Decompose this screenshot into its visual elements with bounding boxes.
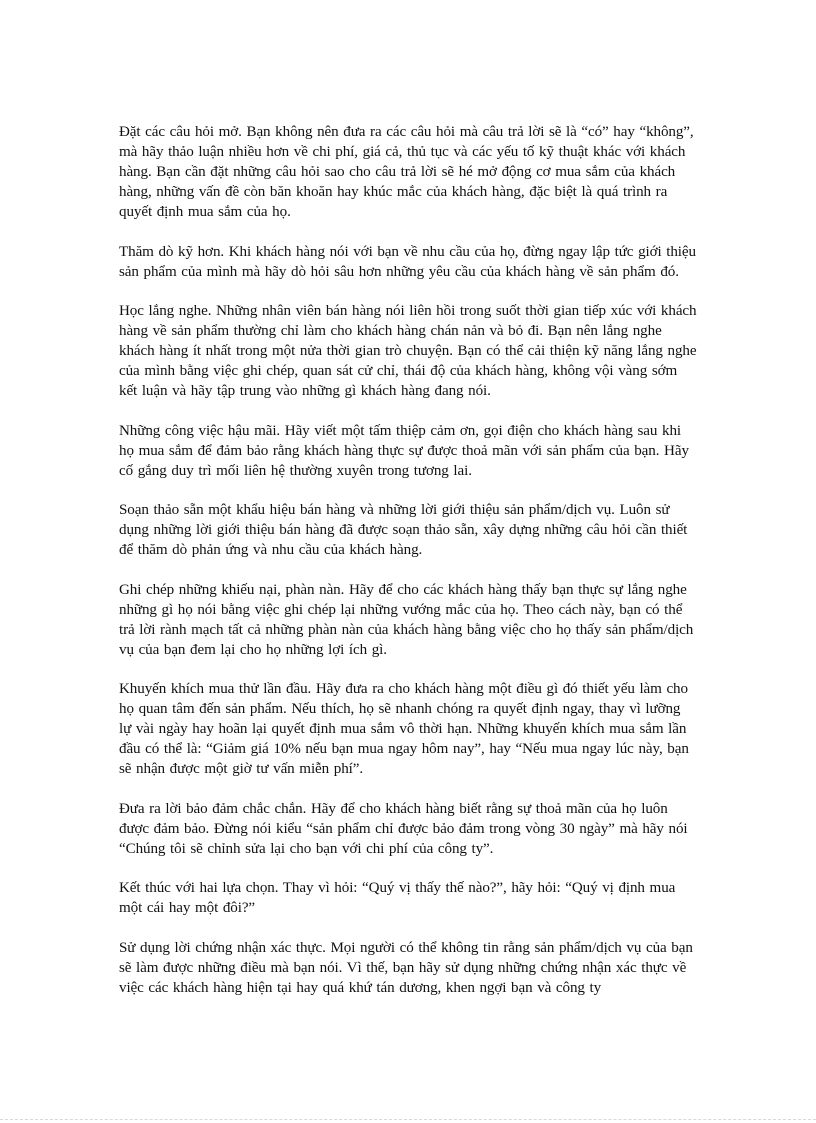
document-body (119, 122, 697, 1017)
paragraph-record-complaints: Ghi chép những khiếu nại, phàn nàn. Hãy để cho các khách hàng thấy bạn thực sự lắng nghe những gì họ nói bằng việc ghi chép lại những vướng mắc của họ. Theo cách này, bạn có thể trả lời rành mạch tất cả những phàn nàn của khách hàng bằng việc cho họ thấy sản phẩm/dịch vụ của bạn đem lại cho họ những lợi ích gì. (119, 581, 694, 658)
paragraph-two-choices: Kết thúc với hai lựa chọn. Thay vì hỏi: “Quý vị thấy thế nào?”, hãy hỏi: “Quý vị định mua một cái hay một đôi?” (119, 880, 676, 916)
paragraph-guarantee: Đưa ra lời bảo đảm chắc chắn. Hãy để cho khách hàng biết rằng sự thoả mãn của họ luôn được đảm bảo. Đừng nói kiểu “sản phẩm chỉ được bảo đảm trong vòng 30 ngày” mà hãy nói “Chúng tôi sẽ chỉnh sửa lại cho bạn với chi phí của công ty”. (119, 800, 688, 857)
page-bottom-divider (0, 1119, 816, 1120)
paragraph-after-sales: Những công việc hậu mãi. Hãy viết một tấm thiệp cảm ơn, gọi điện cho khách hàng sau khi họ mua sắm để đảm bảo rằng khách hàng thực sự được thoả mãn với sản phẩm của bạn. Hãy cố gắng duy trì mối liên hệ thường xuyên trong tương lai. (119, 422, 689, 479)
paragraph-sales-slogan: Soạn thảo sẵn một khẩu hiệu bán hàng và những lời giới thiệu sản phẩm/dịch vụ. Luôn sử dụng những lời giới thiệu bán hàng đã được soạn thảo sẵn, xây dựng những câu hỏi cần thiết để thăm dò phản ứng và nhu cầu của khách hàng. (119, 502, 688, 558)
paragraph-open-questions: Đặt các câu hỏi mở. Bạn không nên đưa ra các câu hỏi mà câu trả lời sẽ là “có” hay “không”, mà hãy thảo luận nhiều hơn về chi phí, giá cả, thủ tục và các yếu tố kỹ thuật khác với khách hàng. Bạn cần đặt những câu hỏi sao cho câu trả lời sẽ hé mở động cơ mua sắm của khách hàng, những vấn đề còn băn khoăn hay khúc mắc của khách hàng, đặc biệt là quá trình ra quyết định mua sắm của họ. (119, 124, 694, 220)
paragraph-probe-deeper: Thăm dò kỹ hơn. Khi khách hàng nói với bạn về nhu cầu của họ, đừng ngay lập tức giới thiệu sản phẩm của mình mà hãy dò hỏi sâu hơn những yêu cầu của khách hàng về sản phẩm đó. (119, 243, 696, 280)
paragraph-learn-listening: Học lắng nghe. Những nhân viên bán hàng nói liên hồi trong suốt thời gian tiếp xúc với khách hàng về sản phẩm thường chỉ làm cho khách hàng chán nản và bỏ đi. Bạn nên lắng nghe khách hàng ít nhất trong một nửa thời gian trò chuyện. Bạn có thể cải thiện kỹ năng lắng nghe của mình bằng việc ghi chép, quan sát cử chỉ, thái độ của khách hàng, không vội vàng sớm kết luận và hãy tập trung vào những gì khách hàng đang nói. (119, 303, 697, 399)
paragraph-testimonials: Sử dụng lời chứng nhận xác thực. Mọi người có thể không tin rằng sản phẩm/dịch vụ của bạn sẽ làm được những điều mà bạn nói. Vì thế, bạn hãy sử dụng những chứng nhận xác thực về việc các khách hàng hiện tại hay quá khứ tán dương, khen ngợi bạn và công ty (119, 939, 693, 996)
paragraph-first-purchase: Khuyến khích mua thử lần đầu. Hãy đưa ra cho khách hàng một điều gì đó thiết yếu làm cho họ quan tâm đến sản phẩm. Nếu thích, họ sẽ nhanh chóng ra quyết định ngay, thay vì lưỡng lự vài ngày hay hoãn lại quyết định mua sắm vô thời hạn. Những khuyến khích mua sắm lần đầu có thể là: “Giảm giá 10% nếu bạn mua ngay hôm nay”, hay “Nếu mua ngay lúc này, bạn sẽ nhận được một giờ tư vấn miễn phí”. (119, 681, 689, 777)
